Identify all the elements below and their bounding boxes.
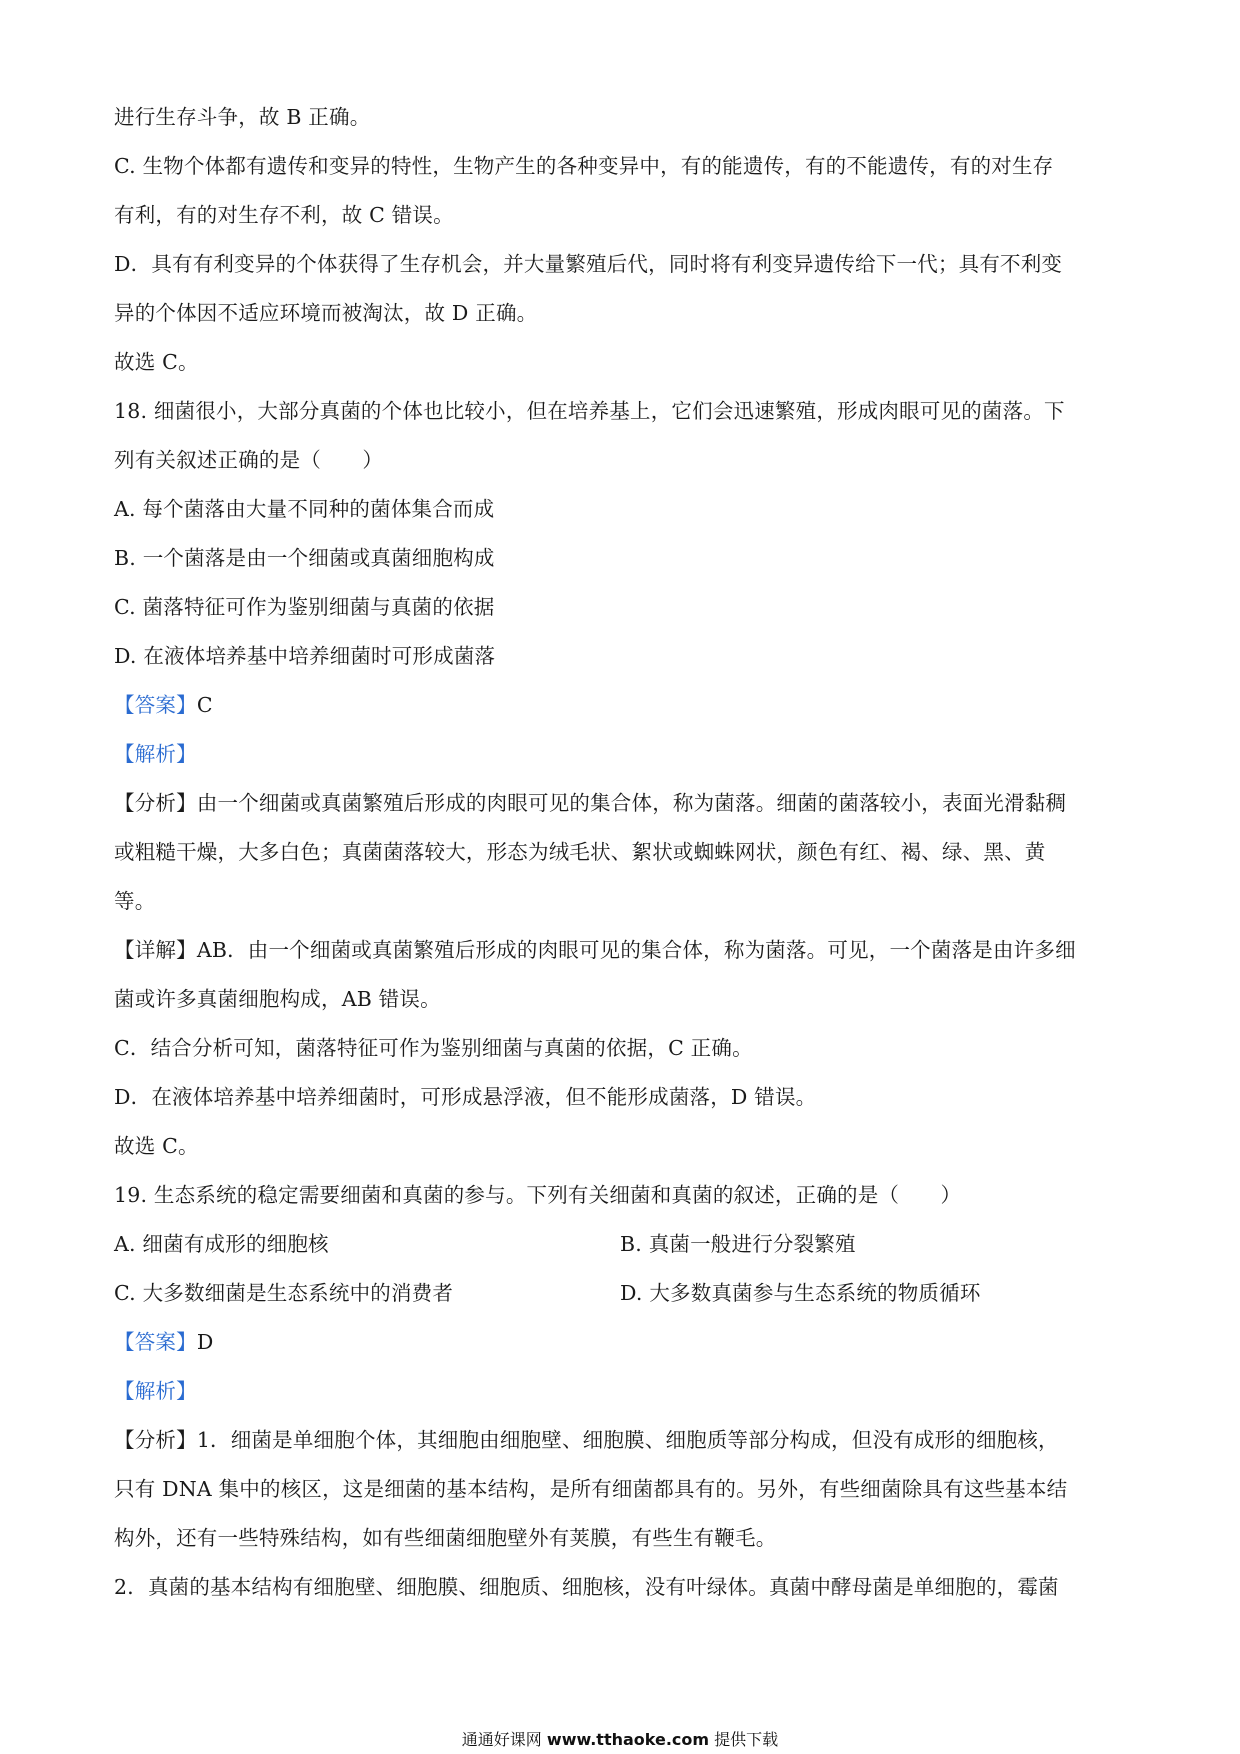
question-19-stem: 19. 生态系统的稳定需要细菌和真菌的参与。下列有关细菌和真菌的叙述，正确的是（ ）: [114, 1183, 962, 1207]
text-line: 等。: [114, 889, 156, 913]
text-line: C．结合分析可知，菌落特征可作为鉴别细菌与真菌的依据，C 正确。: [114, 1036, 753, 1060]
question-18-option-a: A. 每个菌落由大量不同种的菌体集合而成: [114, 497, 495, 521]
fenxi-text: 由一个细菌或真菌繁殖后形成的肉眼可见的集合体，称为菌落。细菌的菌落较小，表面光滑黏稠: [196, 791, 1067, 815]
question-18-analysis-heading: [114, 739, 197, 769]
text-line: 或粗糙干燥，大多白色；真菌菌落较大，形态为绒毛状、絮状或蜘蛛网状，颜色有红、褐、绿、黑、黄: [114, 840, 1046, 864]
question-18-option-d: D. 在液体培养基中培养细菌时可形成菌落: [114, 644, 496, 668]
xiangjie-text: AB．由一个细菌或真菌繁殖后形成的肉眼可见的集合体，称为菌落。可见，一个菌落是由许多细: [196, 938, 1076, 962]
question-18-xiangjie: [114, 935, 1076, 965]
answer-value: D: [196, 1330, 214, 1354]
question-19-option-b: B. 真菌一般进行分裂繁殖: [620, 1232, 856, 1256]
text-line: C. 生物个体都有遗传和变异的特性，生物产生的各种变异中，有的能遗传，有的不能遗传，有的对生存: [114, 154, 1054, 178]
question-19-fenxi: [114, 1425, 1059, 1455]
question-19-analysis-heading: [114, 1376, 197, 1406]
question-18-option-b: B. 一个菌落是由一个细菌或真菌细胞构成: [114, 546, 495, 570]
answer-value: C: [196, 693, 213, 717]
xiangjie-label: 【详解】: [114, 938, 197, 962]
question-18-answer: [114, 690, 213, 720]
footer-download-text: 提供下载: [714, 1730, 779, 1749]
text-line: 2．真菌的基本结构有细胞壁、细胞膜、细胞质、细胞核，没有叶绿体。真菌中酵母菌是单细胞的，霉菌: [114, 1575, 1059, 1599]
question-19-option-d: D. 大多数真菌参与生态系统的物质循环: [620, 1281, 981, 1305]
text-line: 菌或许多真菌细胞构成，AB 错误。: [114, 987, 441, 1011]
analysis-label: 【解析】: [114, 1379, 197, 1403]
page-footer: [0, 1730, 1240, 1750]
footer-site-name: 通通好课网: [461, 1730, 542, 1749]
fenxi-label: 【分析】: [114, 791, 197, 815]
text-line: 故选 C。: [114, 350, 199, 374]
question-19-option-a: A. 细菌有成形的细胞核: [114, 1232, 329, 1256]
text-line: D．具有有利变异的个体获得了生存机会，并大量繁殖后代，同时将有利变异遗传给下一代；具有不利变: [114, 252, 1063, 276]
answer-label: 【答案】: [114, 693, 197, 717]
text-line: 构外，还有一些特殊结构，如有些细菌细胞壁外有荚膜，有些生有鞭毛。: [114, 1526, 777, 1550]
text-line: 异的个体因不适应环境而被淘汰，故 D 正确。: [114, 301, 538, 325]
question-18-stem: 列有关叙述正确的是（ ）: [114, 448, 384, 472]
analysis-label: 【解析】: [114, 742, 197, 766]
answer-label: 【答案】: [114, 1330, 197, 1354]
question-18-stem: 18. 细菌很小，大部分真菌的个体也比较小，但在培养基上，它们会迅速繁殖，形成肉眼可见的菌落。下: [114, 399, 1065, 423]
question-19-answer: [114, 1327, 213, 1357]
fenxi-text: 1．细菌是单细胞个体，其细胞由细胞壁、细胞膜、细胞质等部分构成，但没有成形的细胞核，: [196, 1428, 1059, 1452]
text-line: 有利，有的对生存不利，故 C 错误。: [114, 203, 454, 227]
text-line: 进行生存斗争，故 B 正确。: [114, 105, 371, 129]
question-18-fenxi: [114, 788, 1066, 818]
footer-url: www.tthaoke.com: [546, 1730, 710, 1749]
text-line: D．在液体培养基中培养细菌时，可形成悬浮液，但不能形成菌落，D 错误。: [114, 1085, 817, 1109]
text-line: 只有 DNA 集中的核区，这是细菌的基本结构，是所有细菌都具有的。另外，有些细菌除具有这些基本结: [114, 1477, 1068, 1501]
question-19-option-c: C. 大多数细菌是生态系统中的消费者: [114, 1281, 454, 1305]
question-18-option-c: C. 菌落特征可作为鉴别细菌与真菌的依据: [114, 595, 495, 619]
text-line: 故选 C。: [114, 1134, 199, 1158]
fenxi-label: 【分析】: [114, 1428, 197, 1452]
